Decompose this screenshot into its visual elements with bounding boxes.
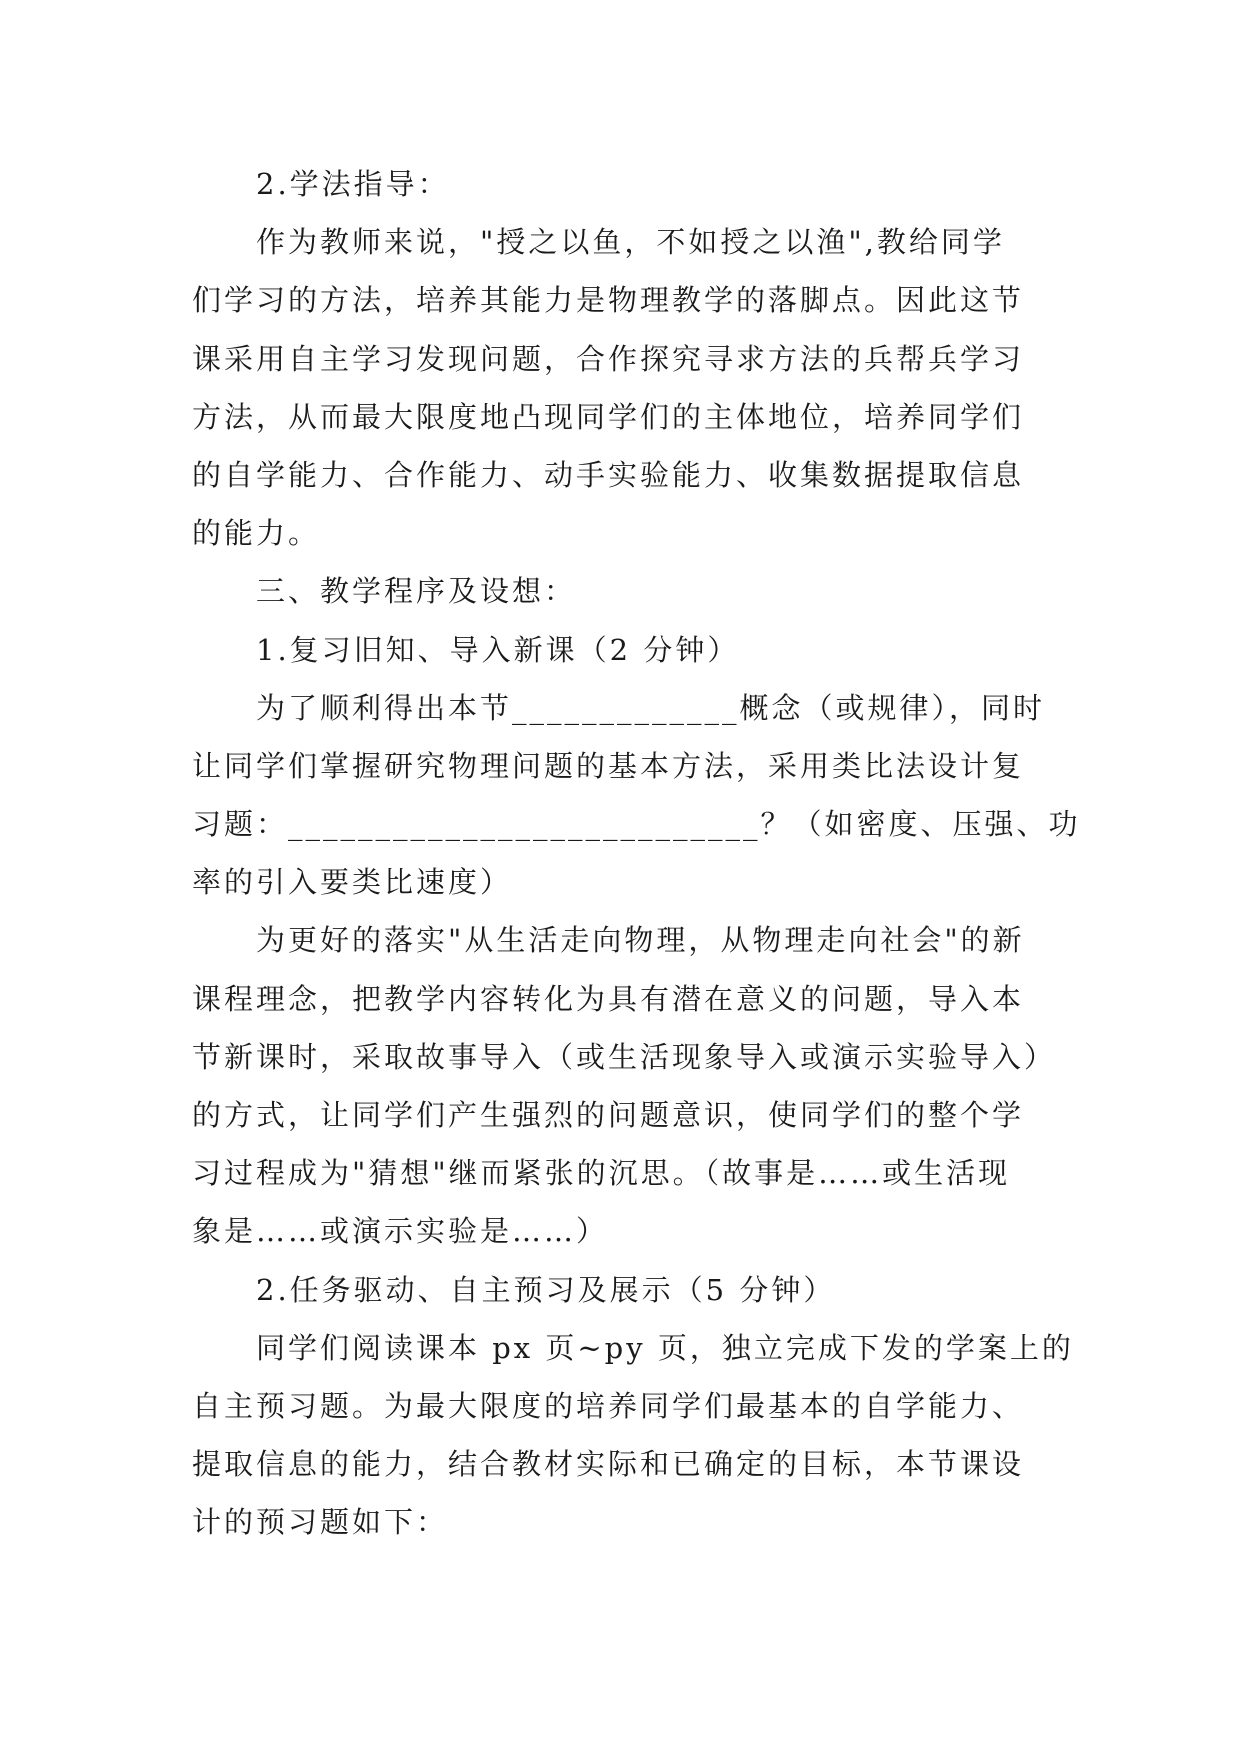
subsection-heading-review: 1.复习旧知、导入新课（2 分钟）: [256, 632, 740, 667]
document-body: [192, 155, 1081, 1552]
paragraph-line: 方法，从而最大限度地凸现同学们的主体地位，培养同学们: [192, 399, 1025, 434]
paragraph-line: 同学们阅读课本 px 页~py 页，独立完成下发的学案上的: [256, 1330, 1074, 1365]
paragraph-line: 计的预习题如下：: [192, 1505, 449, 1540]
section-heading-study-method: 2.学法指导：: [256, 167, 450, 201]
paragraph-line: 象是……或演示实验是……）: [192, 1214, 609, 1249]
paragraph-line: 的方式，让同学们产生强烈的问题意识，使同学们的整个学: [192, 1098, 1025, 1132]
paragraph-line: 的自学能力、合作能力、动手实验能力、收集数据提取信息: [192, 457, 1025, 492]
paragraph-line: 们学习的方法，培养其能力是物理教学的落脚点。因此这节: [192, 283, 1025, 318]
section-heading-teaching-procedure: 三、教学程序及设想：: [256, 574, 577, 609]
paragraph-line: 为了顺利得出本节_____________概念（或规律），同时: [256, 690, 1046, 725]
paragraph-line: 为更好的落实"从生活走向物理，从物理走向社会"的新: [256, 923, 1025, 958]
paragraph-line: 习题：___________________________？（如密度、压强、功: [192, 807, 1081, 842]
paragraph-line: 习过程成为"猜想"继而紧张的沉思。（故事是……或生活现: [192, 1156, 1011, 1191]
paragraph-line: 率的引入要类比速度）: [192, 865, 513, 900]
paragraph-line: 课采用自主学习发现问题，合作探究寻求方法的兵帮兵学习: [192, 341, 1025, 376]
paragraph-line: 提取信息的能力，结合教材实际和已确定的目标，本节课设: [192, 1447, 1025, 1482]
paragraph-line: 自主预习题。为最大限度的培养同学们最基本的自学能力、: [192, 1388, 1025, 1423]
paragraph-line: 课程理念，把教学内容转化为具有潜在意义的问题，导入本: [192, 981, 1025, 1016]
paragraph-line: 作为教师来说，"授之以鱼，不如授之以渔",教给同学: [256, 225, 1005, 260]
paragraph-line: 的能力。: [192, 516, 321, 551]
paragraph-line: 让同学们掌握研究物理问题的基本方法，采用类比法设计复: [192, 748, 1025, 783]
paragraph-line: 节新课时，采取故事导入（或生活现象导入或演示实验导入）: [192, 1039, 1057, 1074]
subsection-heading-task-driven: 2.任务驱动、自主预习及展示（5 分钟）: [256, 1272, 836, 1307]
